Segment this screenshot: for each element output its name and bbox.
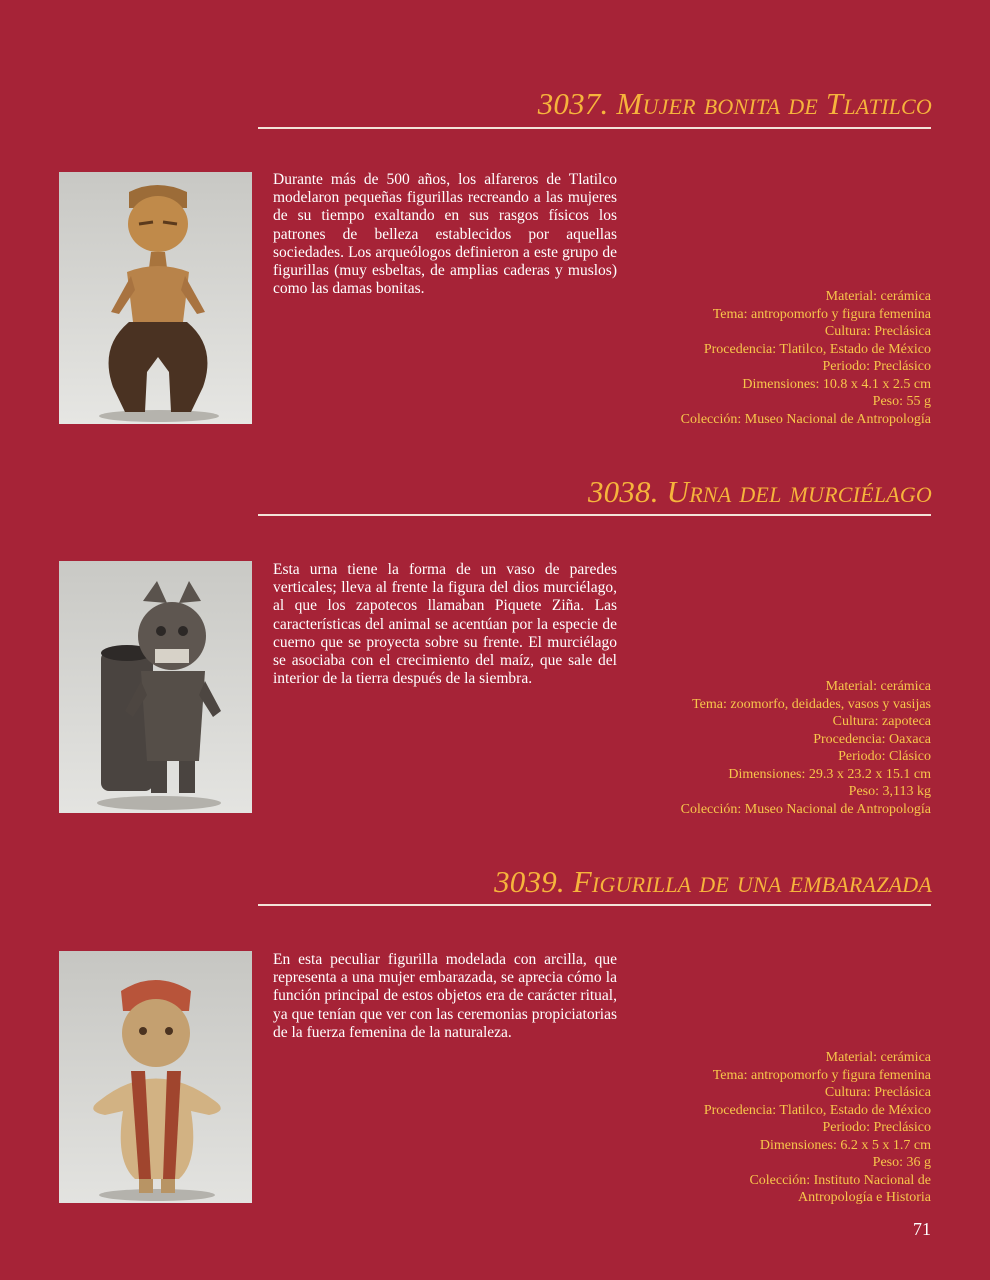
urn-photo <box>59 561 252 813</box>
spec-cultura: Cultura: Preclásica <box>824 1085 931 1100</box>
spec-tema: Tema: antropomorfo y figura femenina <box>712 306 931 322</box>
entry-specs <box>681 678 931 818</box>
page-number: 71 <box>913 1219 931 1239</box>
spec-procedencia: Procedencia: Oaxaca <box>813 731 931 747</box>
spec-tema: Tema: antropomorfo y figura femenina <box>712 1067 931 1083</box>
spec-peso: Peso: 36 g <box>872 1155 931 1170</box>
spec-tema: Tema: zoomorfo, deidades, vasos y vasijas <box>692 696 931 712</box>
entry-title: 3039. Figurilla de una embarazada <box>494 864 932 899</box>
spec-dimensiones: Dimensiones: 10.8 x 4.1 x 2.5 cm <box>742 376 931 392</box>
tlatilco-figurine-image <box>59 172 252 424</box>
spec-cultura: Cultura: zapoteca <box>832 714 931 729</box>
spec-periodo: Periodo: Preclásico <box>822 359 931 374</box>
entry-description: En esta peculiar figurilla modelada con arcilla, que representa a una mujer embarazada, se aprecia cómo la función principal de estos objetos era de carácter ritual, ya que tenían que ver con las ceremonias propiciatorias de la fuerza femenina de la naturaleza. <box>273 951 617 1041</box>
figurine-photo <box>59 951 252 1203</box>
spec-coleccion: Colección: Museo Nacional de Antropología <box>680 801 931 817</box>
spec-material: Material: cerámica <box>825 679 931 694</box>
title-divider <box>258 904 931 906</box>
spec-coleccion-cont: Antropología e Historia <box>798 1190 931 1205</box>
figurine-photo <box>59 172 252 424</box>
title-divider <box>258 514 931 516</box>
spec-coleccion: Colección: Instituto Nacional de <box>749 1172 931 1188</box>
spec-periodo: Periodo: Clásico <box>838 749 931 764</box>
spec-material: Material: cerámica <box>825 289 931 304</box>
entry-description: Durante más de 500 años, los alfareros de Tlatilco modelaron pequeñas figurillas recreando a las mujeres de su tiempo exaltando en sus rasgos físicos los patrones de belleza establecidos por aquellas sociedades. Los arqueólogos definieron a este grupo de figurillas (muy esbeltas, de amplias caderas y muslos) como las damas bonitas. <box>273 171 617 298</box>
entry-title: 3037. Mujer bonita de Tlatilco <box>537 86 932 121</box>
title-divider <box>258 127 931 129</box>
spec-peso: Peso: 3,113 kg <box>848 784 931 799</box>
spec-dimensiones: Dimensiones: 29.3 x 23.2 x 15.1 cm <box>728 766 931 782</box>
spec-cultura: Cultura: Preclásica <box>824 324 931 339</box>
spec-dimensiones: Dimensiones: 6.2 x 5 x 1.7 cm <box>759 1137 931 1153</box>
bat-urn-image <box>59 561 252 813</box>
spec-periodo: Periodo: Preclásico <box>822 1120 931 1135</box>
entry-description: Esta urna tiene la forma de un vaso de paredes verticales; lleva al frente la figura del dios murciélago, al que los zapotecos llamaban Piquete Ziña. Las características del animal se acentúan por la especie de cuerno que se proyecta sobre su frente. El murciélago se asociaba con el crecimiento del maíz, que sale del interior de la tierra después de la siembra. <box>273 561 617 688</box>
entry-specs <box>681 288 931 428</box>
spec-coleccion: Colección: Museo Nacional de Antropología <box>680 411 931 427</box>
entry-title: 3038. Urna del murciélago <box>587 474 932 509</box>
pregnant-figurine-image <box>59 951 252 1203</box>
entry-specs <box>704 1049 931 1207</box>
spec-material: Material: cerámica <box>825 1050 931 1065</box>
spec-procedencia: Procedencia: Tlatilco, Estado de México <box>703 341 931 357</box>
spec-procedencia: Procedencia: Tlatilco, Estado de México <box>703 1102 931 1118</box>
spec-peso: Peso: 55 g <box>872 394 931 409</box>
